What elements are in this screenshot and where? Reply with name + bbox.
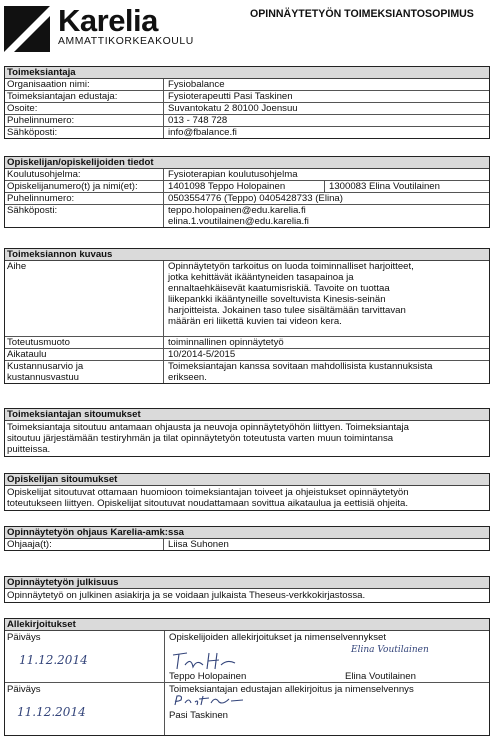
field-row — [5, 103, 489, 115]
text-line: määrän eri liikettä kuvien tai videon kera. — [168, 316, 342, 327]
field-value: Fysioterapeutti Pasi Taskinen — [163, 91, 489, 102]
text-line: puitteissa. — [7, 444, 51, 455]
handwritten-date: 11.12.2014 — [19, 653, 88, 667]
signature-pasi-icon — [169, 693, 249, 709]
text-line: sitoutuu järjestämään testiryhmän ja tilat opinnäytetyön toteutusta varten muun toimintansa — [7, 433, 394, 444]
field-row — [5, 91, 489, 103]
signature-teppo-icon — [169, 647, 239, 673]
field-row — [5, 127, 489, 138]
field-label: Puhelinnumero: — [7, 115, 75, 126]
signer-name: Elina Voutilainen — [345, 671, 416, 682]
field-row — [5, 115, 489, 127]
opiskelija-signature-label: Opiskelijoiden allekirjoitukset ja nimenselvennykset — [169, 632, 387, 643]
section-opiskelijan-sitoumukset — [4, 473, 490, 511]
karelia-logo-mark-icon — [4, 6, 50, 52]
student-2-id-name: 1300083 Elina Voutilainen — [324, 181, 440, 192]
julkisuus-text: Opinnäytetyö on julkinen asiakirja ja se voidaan julkaista Theseus-verkkokirjastossa. — [7, 590, 366, 601]
field-label: Aihe — [7, 261, 27, 272]
section-title: Toimeksiannon kuvaus — [5, 249, 489, 261]
section-title: Opiskelijan/opiskelijoiden tiedot — [5, 157, 489, 169]
section-title: Opiskelijan sitoumukset — [5, 474, 489, 486]
email-1: teppo.holopainen@edu.karelia.fi — [168, 205, 306, 216]
field-label: Toteutusmuoto — [7, 337, 70, 348]
field-value: 0503554776 (Teppo) 0405428733 (Elina) — [163, 193, 489, 204]
section-title: Toimeksiantajan sitoumukset — [5, 409, 489, 421]
logo-name: Karelia — [58, 3, 158, 38]
field-label: Aikataulu — [7, 349, 47, 360]
field-value: 10/2014-5/2015 — [163, 349, 489, 360]
handwritten-date: 11.12.2014 — [17, 705, 86, 719]
field-row — [5, 79, 489, 91]
section-toimeksiantaja — [4, 66, 490, 139]
field-value: 013 - 748 728 — [163, 115, 489, 126]
aihe-text — [163, 261, 489, 336]
section-ohjaus — [4, 526, 490, 551]
signature-elina: Elina Voutilainen — [351, 645, 429, 655]
field-value: Suvantokatu 2 80100 Joensuu — [163, 103, 489, 114]
signer-name: Pasi Taskinen — [169, 710, 229, 721]
student-1-id-name: 1401098 Teppo Holopainen — [168, 181, 286, 192]
field-value: Fysiobalance — [163, 79, 489, 90]
text-line: jotka kehittävät ikääntyneiden tasapainoa ja — [168, 272, 354, 283]
section-toimeksiantajan-sitoumukset — [4, 408, 490, 457]
logo-subtitle: AMMATTIKORKEAKOULU — [58, 36, 194, 47]
section-kuvaus — [4, 248, 490, 384]
field-label: Sähköposti: — [7, 127, 58, 138]
section-julkisuus — [4, 576, 490, 603]
field-value: Liisa Suhonen — [163, 539, 489, 550]
section-opiskelija — [4, 156, 490, 228]
field-label: Sähköposti: — [7, 205, 58, 216]
text-line: Opiskelijat sitoutuvat ottamaan huomioon toimeksiantajan toiveet ja ohjeistukset opinnäytetyön — [7, 487, 409, 498]
text-line: erikseen. — [168, 372, 207, 383]
field-value: info@fbalance.fi — [163, 127, 489, 138]
text-line: Toimeksiantaja sitoutuu antamaan ohjausta ja neuvoja opinnäytetyöhön liittyen. Toimeksiantaja — [7, 422, 409, 433]
section-title: Toimeksiantaja — [5, 67, 489, 79]
section-allekirjoitukset — [4, 618, 490, 736]
paivays-label: Päiväys — [7, 632, 41, 643]
text-line: ennaltaehkäisevät kaatumisriskiä. Tavoite on tuottaa — [168, 283, 390, 294]
field-label: Organisaation nimi: — [7, 79, 90, 90]
paivays-label: Päiväys — [7, 684, 41, 695]
field-label: Toimeksiantajan edustaja: — [7, 91, 118, 102]
field-value: toiminnallinen opinnäytetyö — [163, 337, 489, 348]
field-value: Fysioterapian koulutusohjelma — [163, 169, 489, 180]
text-line: liikepankki ikääntyneille soveltuvista Kinesis-seinän — [168, 294, 386, 305]
text-line: Opinnäytetyön tarkoitus on luoda toiminnalliset harjoitteet, — [168, 261, 414, 272]
text-line: Toimeksiantajan kanssa sovitaan mahdollisista kustannuksista — [168, 361, 433, 372]
text-line: harjoitteista. Jokainen taso tulee sisältämään tarvittavan — [168, 305, 406, 316]
section-title: Allekirjoitukset — [5, 619, 489, 631]
field-label: Kustannusarvio ja kustannusvastuu — [7, 361, 84, 383]
field-label: Koulutusohjelma: — [7, 169, 81, 180]
edustaja-signature-label: Toimeksiantajan edustajan allekirjoitus ja nimenselvennys — [169, 684, 414, 695]
email-2: elina.1.voutilainen@edu.karelia.fi — [168, 216, 309, 227]
document-title: OPINNÄYTETYÖN TOIMEKSIANTOSOPIMUS — [250, 8, 474, 20]
field-label: Osoite: — [7, 103, 38, 114]
text-line: toteutukseen liittyen. Opiskelijat sitoutuvat noudattamaan sovittua aikataulua ja eettisiä ohjeita. — [7, 498, 409, 509]
section-title: Opinnäytetyön ohjaus Karelia-amk:ssa — [5, 527, 489, 539]
section-title: Opinnäytetyön julkisuus — [5, 577, 489, 589]
field-label: Ohjaaja(t): — [7, 539, 52, 550]
field-label: Opiskelijanumero(t) ja nimi(et): — [7, 181, 138, 192]
signer-name: Teppo Holopainen — [169, 671, 247, 682]
field-label: Puhelinnumero: — [7, 193, 75, 204]
